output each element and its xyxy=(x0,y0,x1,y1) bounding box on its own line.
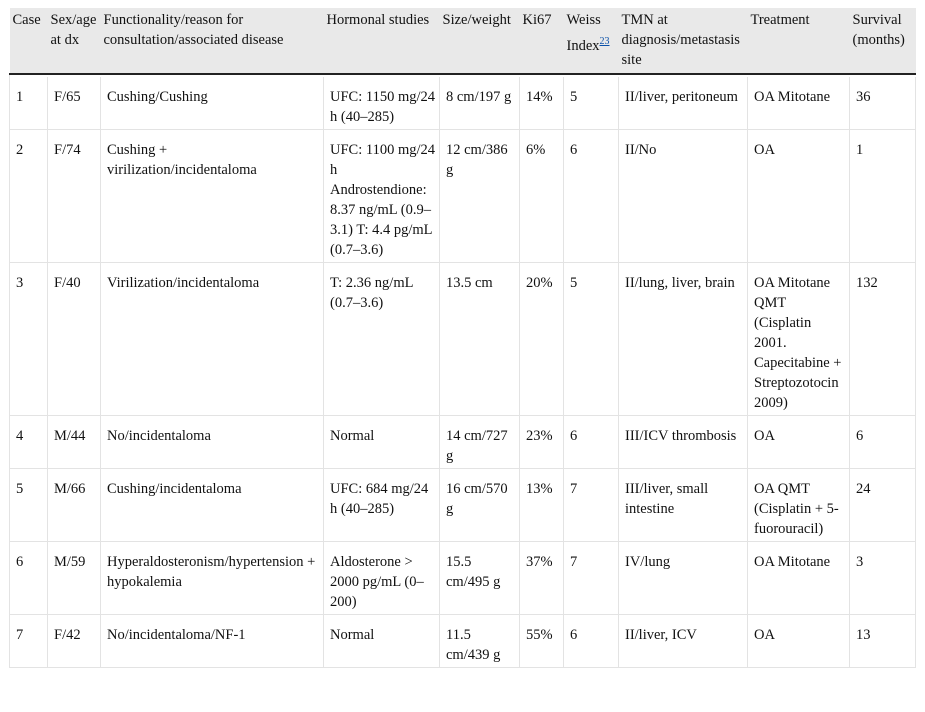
cell-size: 13.5 cm xyxy=(440,263,520,416)
cell-sex-age: F/40 xyxy=(48,263,101,416)
table-row xyxy=(10,263,916,416)
cell-weiss: 6 xyxy=(564,615,619,668)
cell-treatment: OA xyxy=(748,615,850,668)
cell-survival: 36 xyxy=(850,77,916,130)
cell-weiss: 7 xyxy=(564,542,619,615)
cell-sex-age: M/59 xyxy=(48,542,101,615)
cell-ki67: 6% xyxy=(520,130,564,263)
cell-case: 5 xyxy=(10,469,48,542)
cell-weiss: 7 xyxy=(564,469,619,542)
cell-functionality: Cushing + virilization/incidentaloma xyxy=(101,130,324,263)
cell-ki67: 14% xyxy=(520,77,564,130)
cell-sex-age: M/66 xyxy=(48,469,101,542)
cell-sex-age: F/42 xyxy=(48,615,101,668)
cell-functionality: No/incidentaloma xyxy=(101,416,324,469)
cell-hormonal: UFC: 684 mg/24 h (40–285) xyxy=(324,469,440,542)
cell-size: 11.5 cm/439 g xyxy=(440,615,520,668)
table-row xyxy=(10,130,916,263)
cell-case: 3 xyxy=(10,263,48,416)
cell-tmn: II/lung, liver, brain xyxy=(619,263,748,416)
cell-case: 4 xyxy=(10,416,48,469)
cell-survival: 24 xyxy=(850,469,916,542)
cell-tmn: II/No xyxy=(619,130,748,263)
cell-ki67: 23% xyxy=(520,416,564,469)
cell-weiss: 5 xyxy=(564,77,619,130)
cell-functionality: Cushing/Cushing xyxy=(101,77,324,130)
cell-sex-age: M/44 xyxy=(48,416,101,469)
header-ki67: Ki67 xyxy=(520,8,564,74)
cell-size: 12 cm/386 g xyxy=(440,130,520,263)
cell-hormonal: UFC: 1100 mg/24 h Androstendione: 8.37 ng/mL (0.9–3.1) T: 4.4 pg/mL (0.7–3.6) xyxy=(324,130,440,263)
cell-case: 7 xyxy=(10,615,48,668)
cell-survival: 132 xyxy=(850,263,916,416)
header-treatment: Treatment xyxy=(748,8,850,74)
cell-tmn: II/liver, peritoneum xyxy=(619,77,748,130)
header-weiss xyxy=(564,8,619,74)
cell-size: 8 cm/197 g xyxy=(440,77,520,130)
table-row xyxy=(10,77,916,130)
cell-weiss: 6 xyxy=(564,130,619,263)
cell-treatment: OA Mitotane QMT (Cisplatin 2001. Capecitabine + Streptozotocin 2009) xyxy=(748,263,850,416)
cell-hormonal: Normal xyxy=(324,416,440,469)
header-survival: Survival (months) xyxy=(850,8,916,74)
cell-size: 16 cm/570 g xyxy=(440,469,520,542)
cell-treatment: OA Mitotane xyxy=(748,542,850,615)
cell-survival: 1 xyxy=(850,130,916,263)
table-body xyxy=(10,74,916,668)
cell-hormonal: UFC: 1150 mg/24 h (40–285) xyxy=(324,77,440,130)
cell-ki67: 37% xyxy=(520,542,564,615)
header-case: Case xyxy=(10,8,48,74)
cell-functionality: Virilization/incidentaloma xyxy=(101,263,324,416)
cell-sex-age: F/65 xyxy=(48,77,101,130)
cell-size: 14 cm/727 g xyxy=(440,416,520,469)
cell-tmn: III/liver, small intestine xyxy=(619,469,748,542)
cell-survival: 3 xyxy=(850,542,916,615)
clinical-table xyxy=(9,8,916,668)
cell-case: 6 xyxy=(10,542,48,615)
table-row xyxy=(10,615,916,668)
cell-treatment: OA xyxy=(748,130,850,263)
cell-tmn: III/ICV thrombosis xyxy=(619,416,748,469)
cell-case: 1 xyxy=(10,77,48,130)
cell-treatment: OA Mitotane xyxy=(748,77,850,130)
cell-ki67: 55% xyxy=(520,615,564,668)
cell-case: 2 xyxy=(10,130,48,263)
header-sex-age: Sex/age at dx xyxy=(48,8,101,74)
header-tmn: TMN at diagnosis/metastasis site xyxy=(619,8,748,74)
cell-sex-age: F/74 xyxy=(48,130,101,263)
cell-hormonal: Aldosterone > 2000 pg/mL (0–200) xyxy=(324,542,440,615)
cell-hormonal: Normal xyxy=(324,615,440,668)
table-row xyxy=(10,469,916,542)
weiss-reference-link[interactable]: 23 xyxy=(599,36,610,47)
cell-functionality: No/incidentaloma/NF-1 xyxy=(101,615,324,668)
cell-ki67: 13% xyxy=(520,469,564,542)
header-size: Size/weight xyxy=(440,8,520,74)
header-functionality: Functionality/reason for consultation/associated disease xyxy=(101,8,324,74)
header-weiss-label: Weiss Index xyxy=(566,12,601,54)
table-header xyxy=(10,8,916,74)
table-row xyxy=(10,416,916,469)
cell-weiss: 5 xyxy=(564,263,619,416)
cell-size: 15.5 cm/495 g xyxy=(440,542,520,615)
cell-ki67: 20% xyxy=(520,263,564,416)
cell-tmn: IV/lung xyxy=(619,542,748,615)
cell-survival: 13 xyxy=(850,615,916,668)
cell-functionality: Cushing/incidentaloma xyxy=(101,469,324,542)
cell-tmn: II/liver, ICV xyxy=(619,615,748,668)
cell-weiss: 6 xyxy=(564,416,619,469)
cell-hormonal: T: 2.36 ng/mL (0.7–3.6) xyxy=(324,263,440,416)
table-row xyxy=(10,542,916,615)
header-hormonal: Hormonal studies xyxy=(324,8,440,74)
cell-survival: 6 xyxy=(850,416,916,469)
cell-functionality: Hyperaldosteronism/hypertension + hypokalemia xyxy=(101,542,324,615)
cell-treatment: OA QMT (Cisplatin + 5-fuorouracil) xyxy=(748,469,850,542)
cell-treatment: OA xyxy=(748,416,850,469)
